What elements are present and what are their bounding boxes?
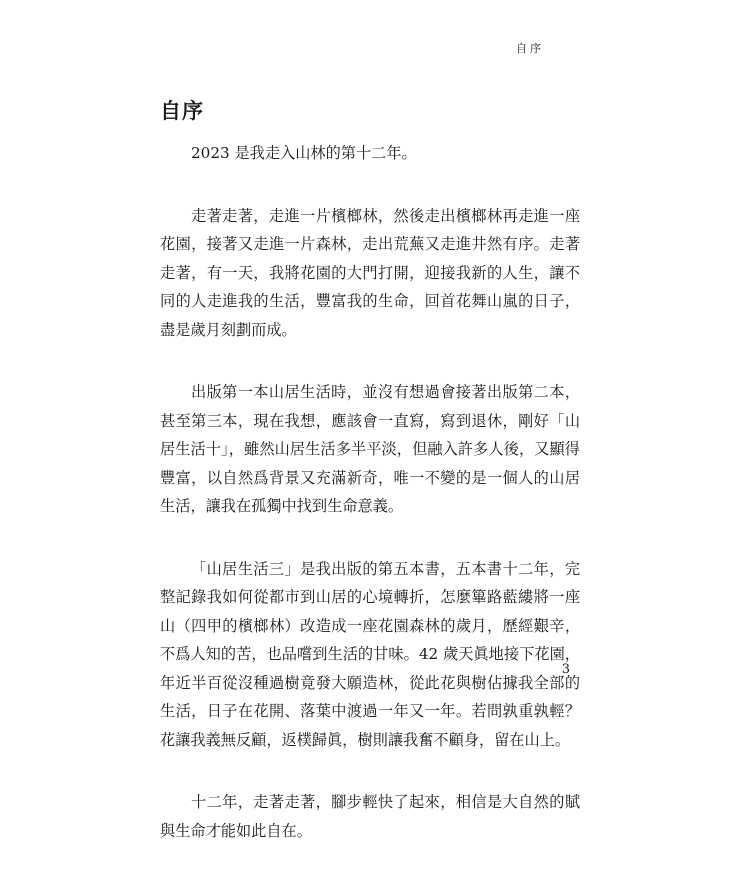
paragraph: 走著走著，走進一片檳榔林，然後走出檳榔林再走進一座花園，接著又走進一片森林，走出荒蕪又走進井然有序。走著走著，有一天，我將花園的大門打開，迎接我新的人生，讓不同的人走進我的生活，豐富我的生命，回首花舞山嵐的日子，盡是歲月刻劃而成。 (160, 206, 580, 339)
paragraph: 出版第一本山居生活時，並沒有想過會接著出版第二本，甚至第三本，現在我想，應該會一直寫，寫到退休，剛好「山居生活十」，雖然山居生活多半平淡，但融入許多人後，又顯得豐富，以自然爲背景又充滿新奇，唯一不變的是一個人的山居生活，讓我在孤獨中找到生命意義。 (160, 383, 580, 515)
paragraph: 「山居生活三」是我出版的第五本書，五本書十二年，完整記錄我如何從都市到山居的心境轉折，怎麼篳路藍縷將一座山（四甲的檳榔林）改造成一座花園森林的歲月，歷經艱辛，不爲人知的苦，也品嚐到生活的甘味。42 歲天眞地接下花園，年近半百從沒種過樹竟發大願造林，從此花與樹佔據我全部的生活，日子在花開、落葉中渡過一年又一年。若問孰重孰輕？花讓我義無反顧，返樸歸眞，樹則讓我奮不顧身，留在山上。 (160, 559, 580, 749)
page-number: 3 (561, 662, 570, 677)
paragraph: 十二年，走著走著，腳步輕快了起來，相信是大自然的賦與生命才能如此自在。 (160, 793, 580, 840)
chapter-title: 自序 (160, 98, 204, 123)
body-text (160, 139, 580, 879)
running-head: 自序 (516, 42, 544, 55)
paragraph: 2023 是我走入山林的第十二年。 (191, 144, 417, 162)
